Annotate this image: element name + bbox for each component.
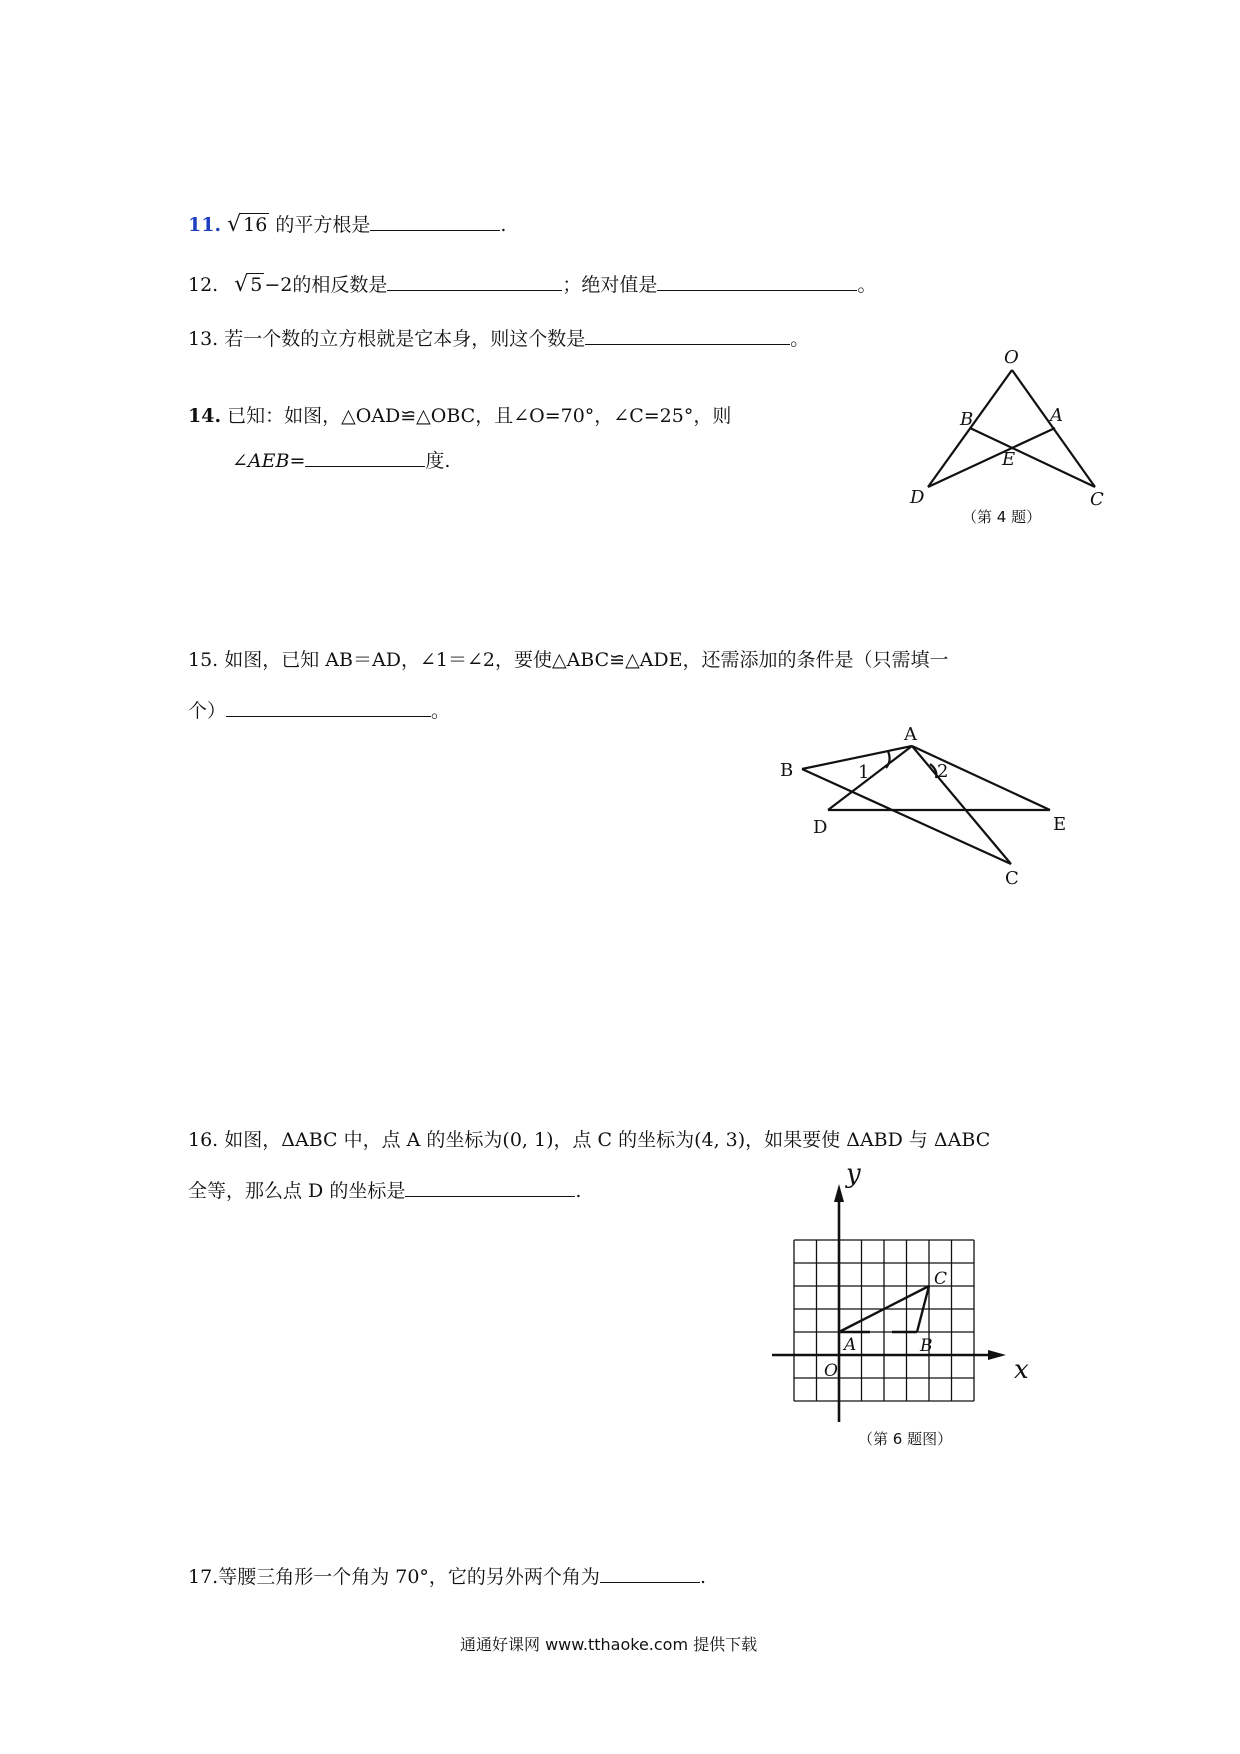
label-x: x: [1014, 1355, 1029, 1385]
answer-blank[interactable]: [370, 212, 500, 231]
label-B: B: [960, 409, 974, 430]
question-text: 如图，ΔABC 中，点 A 的坐标为(0, 1)，点 C 的坐标为(4, 3)，如果要使 ΔABD 与 ΔABC: [224, 1129, 991, 1151]
label-A: A: [1050, 405, 1063, 426]
question-text: 的平方根是: [275, 214, 371, 236]
label-C: C: [1005, 868, 1019, 888]
question-number: 15.: [188, 649, 219, 671]
label-C: C: [1090, 489, 1104, 510]
question-16-line2: 全等，那么点 D 的坐标是 .: [188, 1180, 582, 1202]
footer-credit: 通通好课网 www.tthaoke.com 提供下载: [460, 1635, 758, 1654]
question-16: [188, 1128, 990, 1152]
triangle-figure: [780, 718, 1090, 888]
question-number: 12.: [188, 274, 219, 296]
question-text: 等腰三角形一个角为 70°，它的另外两个角为: [218, 1566, 600, 1588]
label-D: D: [813, 817, 828, 838]
label-O: O: [824, 1361, 838, 1381]
question-text: 如图，已知 AB＝AD，∠1＝∠2，要使△ABC≌△ADE，还需添加的条件是（只需填一: [224, 649, 949, 671]
question-15-line2: 个） 。: [188, 700, 451, 722]
figure-16: [760, 1160, 1040, 1430]
label-C: C: [934, 1269, 948, 1289]
question-number: 14.: [188, 405, 222, 427]
label-y: y: [846, 1160, 861, 1189]
label-1: 1: [858, 762, 870, 783]
figure-16-caption: （第 6 题图）: [858, 1430, 953, 1448]
question-14: [188, 404, 731, 428]
figure-15: [780, 718, 1090, 888]
question-text: 已知：如图，△OAD≌△OBC，且∠O=70°，∠C=25°，则: [227, 405, 732, 427]
question-13: 13. 若一个数的立方根就是它本身，则这个数是 。: [188, 328, 810, 350]
question-number: 17.: [188, 1566, 219, 1588]
label-E: E: [1002, 449, 1016, 470]
label-2: 2: [937, 761, 949, 782]
answer-blank[interactable]: [405, 1178, 575, 1197]
label-E: E: [1053, 814, 1067, 835]
answer-blank[interactable]: [585, 326, 790, 345]
question-number: 11.: [188, 214, 222, 236]
label-A: A: [904, 724, 917, 745]
label-B: B: [920, 1336, 933, 1356]
question-text: 的相反数是: [292, 274, 388, 296]
answer-blank[interactable]: [226, 698, 431, 717]
question-number: 16.: [188, 1129, 219, 1151]
label-O: O: [1004, 347, 1019, 368]
answer-blank-absolute[interactable]: [657, 272, 857, 291]
answer-blank[interactable]: [600, 1564, 700, 1583]
triangle-figure: [900, 345, 1130, 525]
answer-blank[interactable]: [305, 448, 425, 467]
question-12: 12. √ 5 −2的相反数是 ；绝对值是 。: [188, 272, 877, 297]
question-14-line2: ∠AEB= 度.: [232, 450, 451, 472]
figure-14: [900, 345, 1130, 525]
label-B: B: [780, 760, 794, 781]
question-11: 11. √ 16 的平方根是 .: [188, 212, 507, 237]
figure-14-caption: （第 4 题）: [962, 508, 1042, 526]
question-number: 13.: [188, 328, 219, 350]
coordinate-grid-figure: [760, 1160, 1040, 1430]
question-text: 若一个数的立方根就是它本身，则这个数是: [224, 328, 586, 350]
question-15: [188, 648, 949, 672]
label-D: D: [910, 487, 925, 508]
answer-blank-opposite[interactable]: [387, 272, 562, 291]
question-17: 17.等腰三角形一个角为 70°，它的另外两个角为 .: [188, 1566, 706, 1588]
sqrt-expression: √ 16: [227, 212, 268, 237]
sqrt-expression: √ 5: [234, 272, 263, 297]
label-A: A: [844, 1335, 857, 1355]
